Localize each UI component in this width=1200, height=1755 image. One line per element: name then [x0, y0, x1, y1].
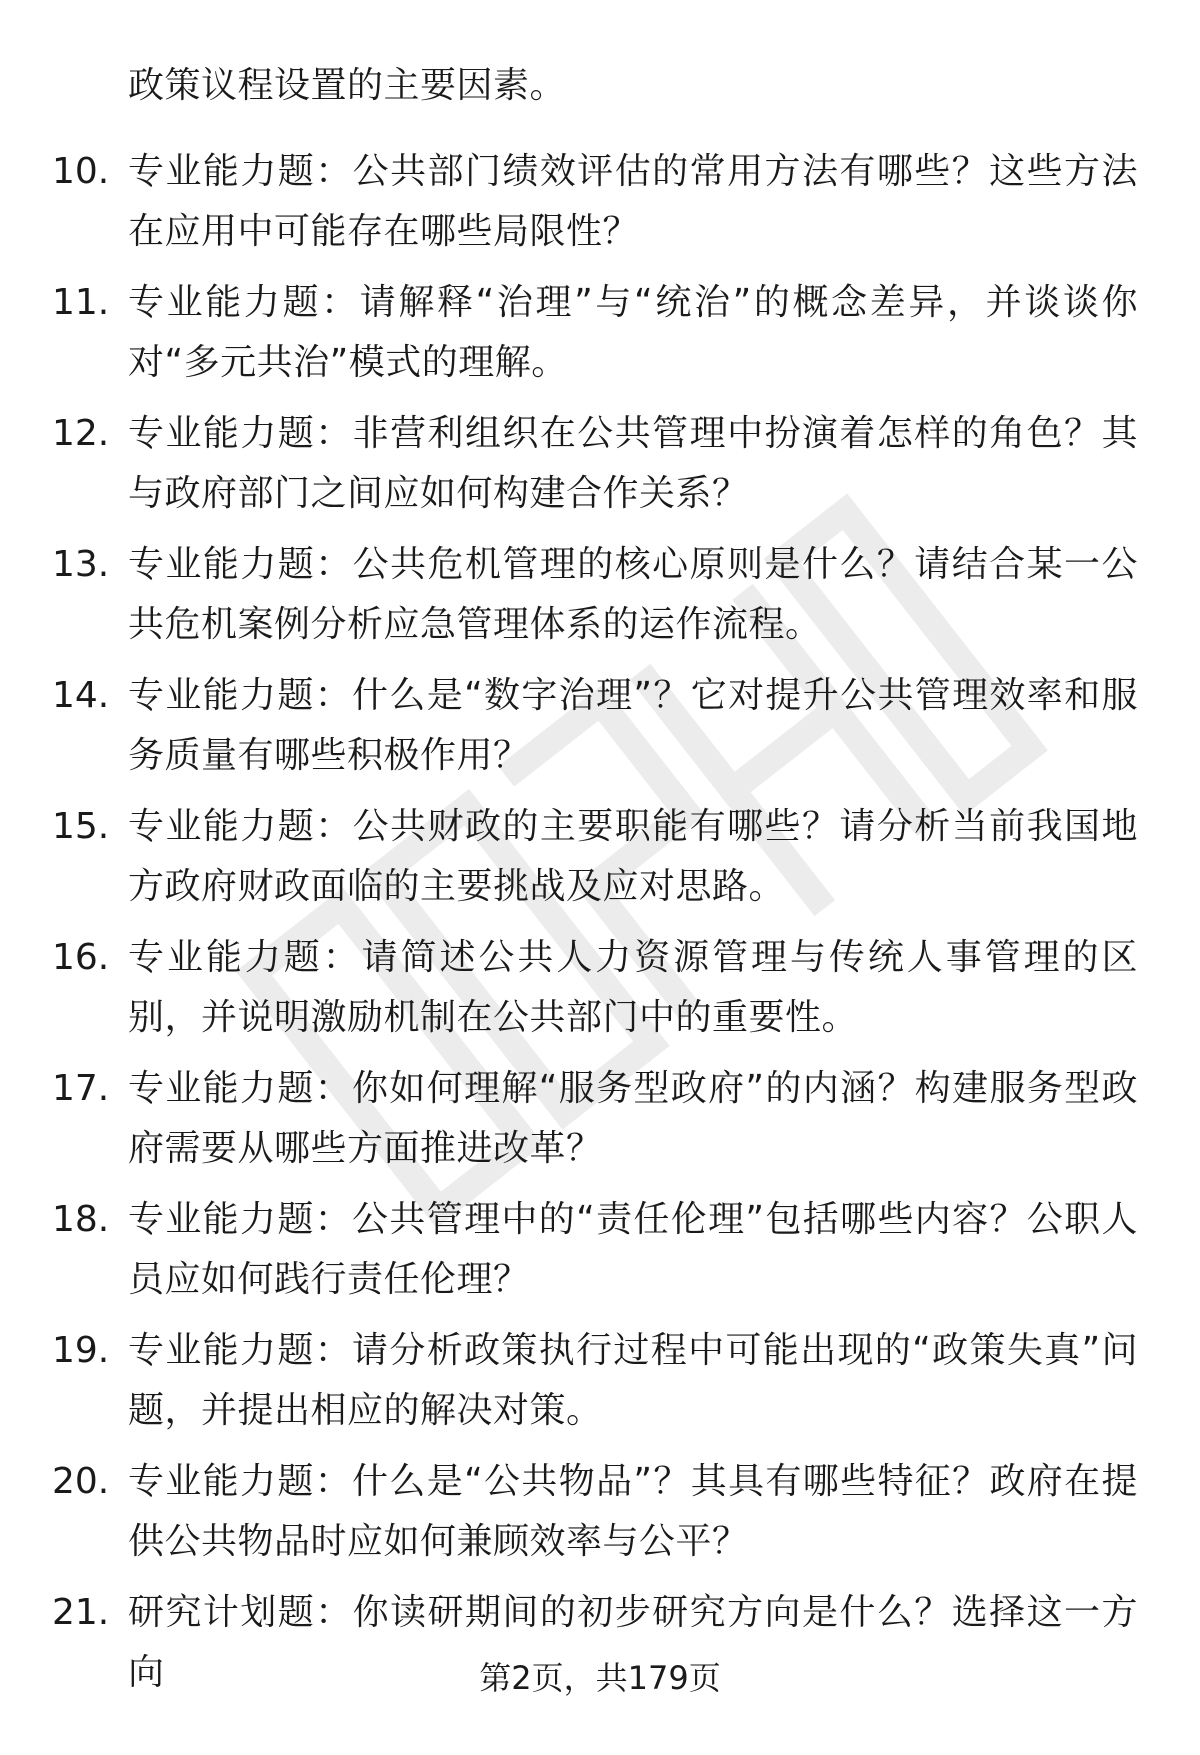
- question-number: 20.: [52, 1461, 110, 1502]
- question-item: [0, 1321, 1200, 1452]
- question-text: 专业能力题：请解释“治理”与“统治”的概念差异，并谈谈你对“多元共治”模式的理解。: [128, 282, 1138, 383]
- question-number: 11.: [52, 282, 110, 323]
- question-text: 专业能力题：你如何理解“服务型政府”的内涵？构建服务型政府需要从哪些方面推进改革？: [128, 1068, 1138, 1169]
- question-text: 专业能力题：非营利组织在公共管理中扮演着怎样的角色？其与政府部门之间应如何构建合作关系？: [128, 413, 1138, 514]
- question-number: 13.: [52, 544, 110, 585]
- question-text: 专业能力题：公共管理中的“责任伦理”包括哪些内容？公职人员应如何践行责任伦理？: [128, 1199, 1138, 1300]
- question-text: 专业能力题：请简述公共人力资源管理与传统人事管理的区别，并说明激励机制在公共部门中的重要性。: [128, 937, 1138, 1038]
- question-text: 专业能力题：公共危机管理的核心原则是什么？请结合某一公共危机案例分析应急管理体系的运作流程。: [128, 544, 1138, 645]
- question-number: 17.: [52, 1068, 110, 1109]
- question-text: 专业能力题：公共财政的主要职能有哪些？请分析当前我国地方政府财政面临的主要挑战及应对思路。: [128, 806, 1138, 907]
- question-text: 专业能力题：什么是“公共物品”？其具有哪些特征？政府在提供公共物品时应如何兼顾效率与公平？: [128, 1461, 1138, 1562]
- question-text: 研究计划题：你读研期间的初步研究方向是什么？选择这一方向: [128, 1592, 1138, 1693]
- question-number: 10.: [52, 151, 110, 192]
- question-number: 15.: [52, 806, 110, 847]
- question-item: [0, 666, 1200, 797]
- question-item: [0, 535, 1200, 666]
- question-item: [0, 404, 1200, 535]
- question-item: [0, 797, 1200, 928]
- question-list: [0, 142, 1200, 1714]
- question-item: [0, 928, 1200, 1059]
- question-number: 21.: [52, 1592, 110, 1633]
- question-number: 18.: [52, 1199, 110, 1240]
- continuation-text: 政策议程设置的主要因素。: [128, 65, 567, 106]
- question-text: 专业能力题：公共部门绩效评估的常用方法有哪些？这些方法在应用中可能存在哪些局限性？: [128, 151, 1138, 252]
- question-number: 12.: [52, 413, 110, 454]
- question-item: [0, 273, 1200, 404]
- page-footer: 第2页，共179页: [479, 1659, 721, 1697]
- question-item: [0, 142, 1200, 273]
- question-item: [0, 1452, 1200, 1583]
- question-text: 专业能力题：请分析政策执行过程中可能出现的“政策失真”问题，并提出相应的解决对策。: [128, 1330, 1138, 1431]
- question-number: 16.: [52, 937, 110, 978]
- question-text: 专业能力题：什么是“数字治理”？它对提升公共管理效率和服务质量有哪些积极作用？: [128, 675, 1138, 776]
- question-number: 14.: [52, 675, 110, 716]
- question-item: [0, 1059, 1200, 1190]
- question-number: 19.: [52, 1330, 110, 1371]
- question-item: [0, 1190, 1200, 1321]
